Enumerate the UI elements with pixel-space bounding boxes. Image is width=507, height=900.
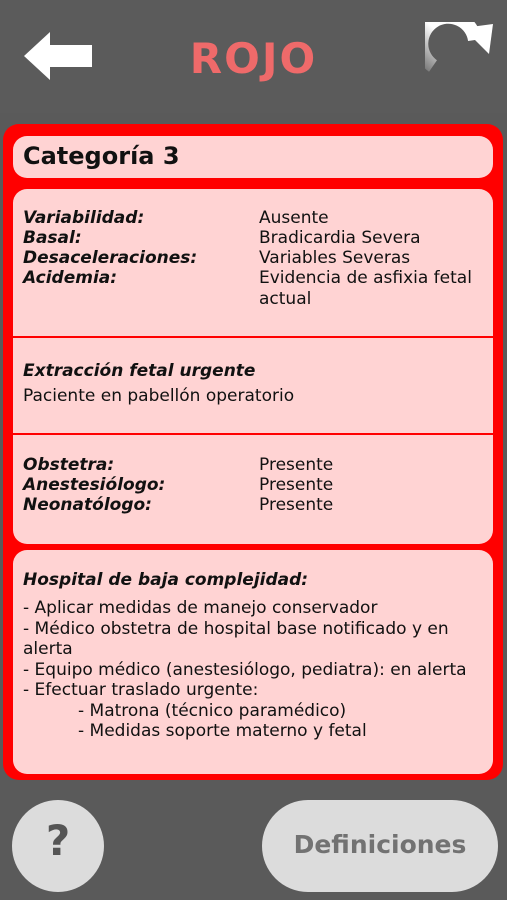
staff-value-anestesiologo: Presente bbox=[259, 475, 334, 495]
list-subitem: - Matrona (técnico paramédico) bbox=[78, 700, 347, 721]
param-value-acidemia-cont: actual bbox=[259, 289, 312, 309]
staff-value-obstetra: Presente bbox=[259, 455, 334, 475]
category-box bbox=[13, 136, 493, 178]
list-item: - Médico obstetra de hospital base notificado y en bbox=[23, 618, 449, 639]
param-value-acidemia: Evidencia de asfixia fetal bbox=[259, 268, 472, 288]
help-button[interactable] bbox=[12, 800, 104, 892]
category-title: Categoría 3 bbox=[23, 142, 180, 170]
staff-value-neonatologo: Presente bbox=[259, 495, 334, 515]
list-subitem: - Medidas soporte materno y fetal bbox=[78, 721, 367, 741]
param-label-variabilidad: Variabilidad: bbox=[23, 208, 145, 228]
param-label-desaceleraciones: Desaceleraciones: bbox=[23, 248, 198, 268]
page-title: ROJO bbox=[189, 34, 318, 83]
param-label-basal: Basal: bbox=[23, 228, 82, 248]
hospital-box bbox=[13, 550, 493, 774]
param-label-acidemia: Acidemia: bbox=[23, 268, 118, 288]
list-item: - Efectuar traslado urgente: bbox=[23, 680, 259, 700]
hospital-title: Hospital de baja complejidad: bbox=[23, 570, 309, 590]
refresh-button[interactable] bbox=[425, 22, 495, 88]
help-icon: ? bbox=[45, 816, 71, 865]
list-item: alerta bbox=[23, 639, 73, 659]
list-item: - Aplicar medidas de manejo conservador bbox=[23, 598, 378, 618]
param-value-basal: Bradicardia Severa bbox=[259, 228, 421, 248]
triage-card bbox=[3, 124, 503, 780]
parameters-box bbox=[13, 189, 493, 544]
staff-label-neonatologo: Neonatólogo: bbox=[23, 495, 152, 515]
extraction-title: Extracción fetal urgente bbox=[23, 361, 256, 381]
divider bbox=[13, 433, 493, 435]
param-value-variabilidad: Ausente bbox=[259, 208, 329, 228]
staff-label-anestesiologo: Anestesiólogo: bbox=[23, 475, 166, 495]
definitions-button[interactable] bbox=[262, 800, 498, 892]
extraction-text: Paciente en pabellón operatorio bbox=[23, 386, 295, 406]
header-bar bbox=[0, 0, 507, 113]
definitions-label: Definiciones bbox=[293, 830, 467, 859]
hospital-list bbox=[23, 598, 488, 742]
divider bbox=[13, 336, 493, 338]
list-item: - Equipo médico (anestesiólogo, pediatra): en alerta bbox=[23, 659, 467, 680]
refresh-icon bbox=[425, 22, 495, 88]
staff-label-obstetra: Obstetra: bbox=[23, 455, 115, 475]
param-value-desaceleraciones: Variables Severas bbox=[259, 248, 411, 268]
